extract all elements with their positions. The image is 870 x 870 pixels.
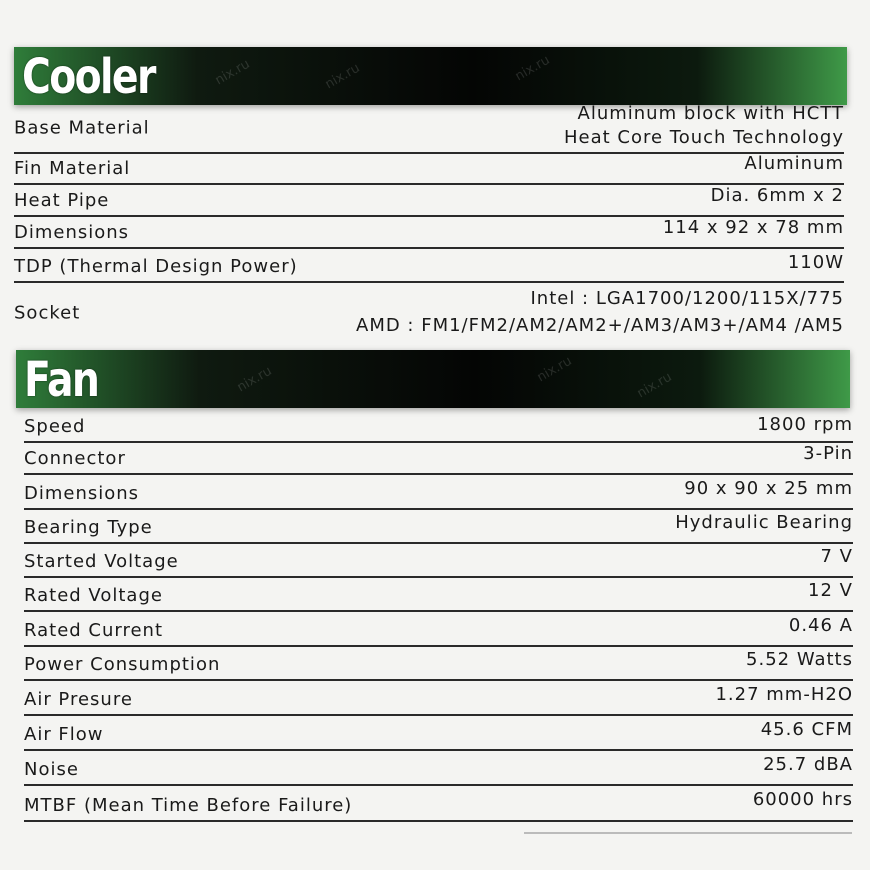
spec-row-heat-pipe xyxy=(14,185,844,217)
spec-row-noise xyxy=(24,751,853,786)
spec-value: Aluminum xyxy=(744,153,844,174)
spec-row-bearing-type xyxy=(24,510,853,544)
spec-value: 12 V xyxy=(808,580,853,601)
spec-value: 114 x 92 x 78 mm xyxy=(662,217,844,238)
spec-row-speed xyxy=(24,409,853,443)
watermark: nix.ru xyxy=(212,56,253,89)
spec-label: Power Consumption xyxy=(24,654,221,675)
spec-label: Bearing Type xyxy=(24,517,153,538)
spec-value: 5.52 Watts xyxy=(746,649,853,670)
spec-value: 25.7 dBA xyxy=(763,754,853,775)
spec-row-mtbf xyxy=(24,786,853,822)
spec-row-fin-material xyxy=(14,154,844,185)
spec-row-air-pressure xyxy=(24,681,853,716)
spec-row-connector xyxy=(24,443,853,475)
spec-value: 1.27 mm-H2O xyxy=(715,684,853,705)
watermark: nix.ru xyxy=(234,363,275,396)
watermark: nix.ru xyxy=(634,369,675,402)
spec-label: MTBF (Mean Time Before Failure) xyxy=(24,795,353,816)
watermark: nix.ru xyxy=(322,60,363,93)
spec-row-started-voltage xyxy=(24,544,853,578)
spec-label: Dimensions xyxy=(24,483,140,504)
spec-label: TDP (Thermal Design Power) xyxy=(14,256,298,277)
spec-row-tdp xyxy=(14,249,844,283)
cooler-section-title: Cooler xyxy=(22,49,155,105)
spec-label: Socket xyxy=(14,302,81,324)
spec-label: Speed xyxy=(24,416,86,437)
spec-row-power-consumption xyxy=(24,647,853,681)
spec-label: Air Flow xyxy=(24,724,104,745)
spec-label: Air Presure xyxy=(24,689,133,710)
fan-section-header xyxy=(16,350,850,408)
cooler-section-header xyxy=(14,47,847,105)
spec-label: Heat Pipe xyxy=(14,190,110,211)
spec-row-air-flow xyxy=(24,716,853,751)
spec-label: Noise xyxy=(24,759,79,780)
spec-label: Connector xyxy=(24,448,126,469)
spec-value: 110W xyxy=(787,252,844,273)
spec-row-base-material xyxy=(14,104,844,154)
spec-row-dimensions xyxy=(14,217,844,249)
watermark: nix.ru xyxy=(534,353,575,386)
spec-value: Hydraulic Bearing xyxy=(675,512,853,533)
spec-value: 45.6 CFM xyxy=(760,719,853,740)
spec-value: 60000 hrs xyxy=(752,789,853,810)
spec-label: Fin Material xyxy=(14,158,131,179)
spec-value: 7 V xyxy=(820,546,853,567)
spec-value: Aluminum block with HCTT Heat Core Touch Technology xyxy=(563,103,844,148)
fan-section-title: Fan xyxy=(24,352,99,408)
spec-label: Rated Voltage xyxy=(24,585,163,606)
spec-label: Base Material xyxy=(14,117,150,139)
spec-value: 0.46 A xyxy=(788,615,853,636)
spec-value: 1800 rpm xyxy=(757,414,853,435)
spec-row-dimensions xyxy=(24,475,853,510)
spec-row-socket xyxy=(14,285,844,341)
spec-value: Dia. 6mm x 2 xyxy=(710,185,844,206)
spec-label: Started Voltage xyxy=(24,551,179,572)
spec-value: 3-Pin xyxy=(803,443,853,464)
spec-label: Dimensions xyxy=(14,222,130,243)
spec-row-rated-current xyxy=(24,612,853,647)
divider xyxy=(524,832,852,834)
watermark: nix.ru xyxy=(512,52,553,85)
spec-value: 90 x 90 x 25 mm xyxy=(684,478,853,499)
spec-row-rated-voltage xyxy=(24,578,853,612)
spec-label: Rated Current xyxy=(24,620,164,641)
spec-value: Intel : LGA1700/1200/115X/775 AMD : FM1/FM2/AM2/AM2+/AM3/AM3+/AM4 /AM5 xyxy=(356,288,844,336)
